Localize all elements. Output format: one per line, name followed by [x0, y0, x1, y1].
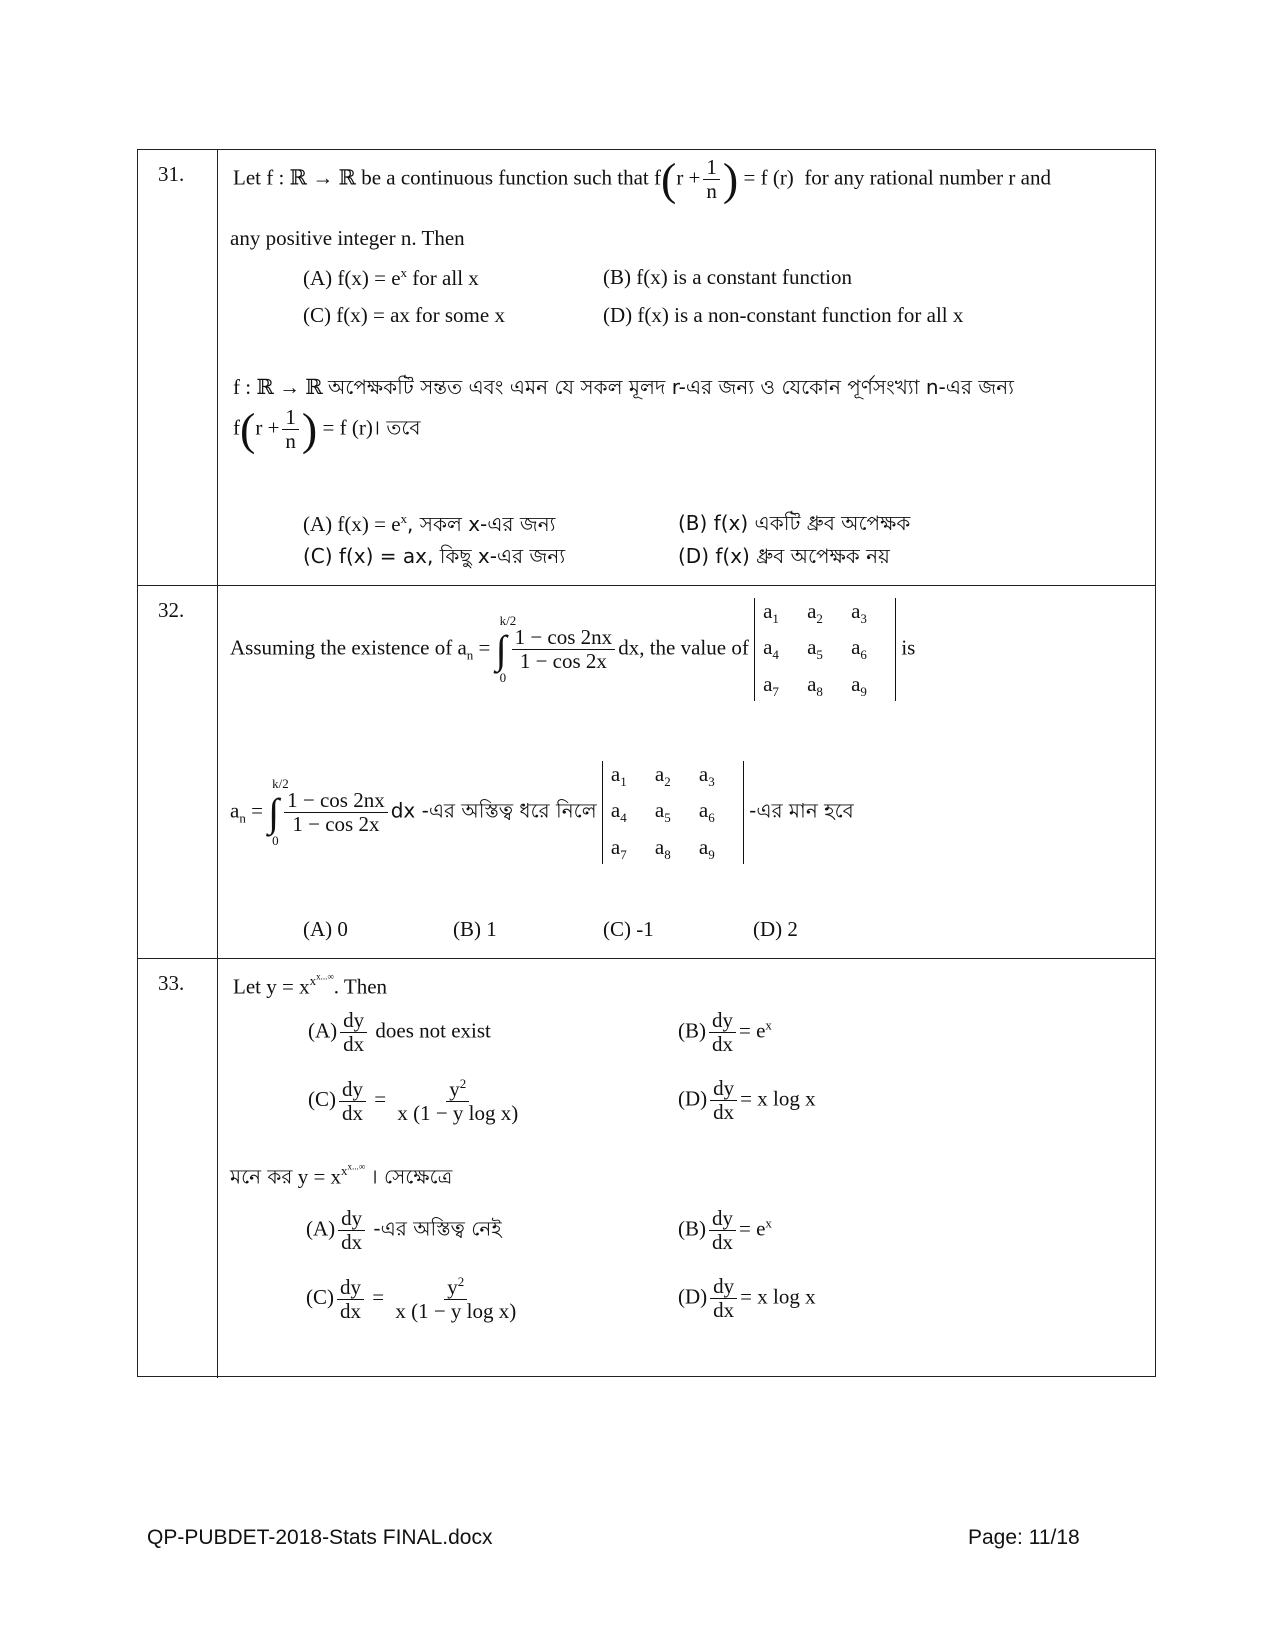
determinant-entry: $a_2$ [807, 599, 823, 627]
q33-en-stem: Let $y = x^{x^{x...\infty}}$. Then [233, 972, 388, 999]
number-cell [138, 150, 218, 585]
determinant-entry: $a_8$ [654, 834, 671, 863]
q33-option-d: (D) $\frac{dy}{dx}$ = x log x [678, 1076, 816, 1125]
q33-option-b: (B) $\frac{dy}{dx}$ = $e^x$ [678, 1008, 772, 1057]
determinant [754, 598, 896, 701]
question-32 [138, 586, 1155, 959]
determinant-entry: $a_1$ [763, 599, 779, 627]
determinant-entry: $a_2$ [654, 762, 671, 790]
determinant-entry: $a_7$ [610, 834, 627, 863]
determinant-entry: $a_7$ [763, 671, 779, 700]
q32-option-c: (C) -1 [603, 917, 654, 941]
determinant [602, 761, 744, 864]
q31-bn-option-b: (B) f(x) একটি ধ্রুব অপেক্ষক [678, 511, 911, 535]
q31-option-c: (C) f(x) = ax for some x [303, 303, 505, 327]
question-31 [138, 150, 1155, 586]
q32-option-d: (D) 2 [753, 917, 798, 941]
q31-option-a: (A) $f(x) = e^x$ for all x [303, 265, 479, 290]
determinant-entry: $a_5$ [654, 798, 671, 826]
question-33 [138, 959, 1155, 1378]
footer-page-number: Page: 11/18 [968, 1526, 1080, 1549]
q31-option-b: (B) f(x) is a constant function [603, 265, 853, 289]
number-cell [138, 959, 218, 1378]
q33-bn-option-d: (D) $\frac{dy}{dx}$ = x log x [678, 1274, 816, 1323]
q33-option-c: (C) $\frac{dy}{dx}$ = $\frac{y^2}{\text{x (1 − y log x)}}$ [308, 1076, 519, 1126]
q33-option-a: (A) $\frac{dy}{dx}$ does not exist [308, 1008, 491, 1057]
q33-bn-option-b: (B) $\frac{dy}{dx}$ = $e^x$ [678, 1206, 772, 1255]
determinant-entry: $a_6$ [851, 635, 867, 663]
determinant-entry: $a_3$ [698, 762, 715, 790]
determinant-entry: $a_9$ [698, 834, 715, 863]
determinant-entry: $a_1$ [610, 762, 627, 790]
q31-option-d: (D) f(x) is a non-constant function for all x [603, 303, 964, 327]
q32-option-b: (B) 1 [453, 917, 497, 941]
determinant-entry: $a_6$ [698, 798, 715, 826]
question-table [137, 149, 1156, 1377]
q31-bn-option-c: (C) f(x) = ax, কিছু x-এর জন্য [303, 544, 566, 568]
question-number: 33. [158, 971, 185, 995]
q33-bn-option-c: (C) $\frac{dy}{dx}$ = $\frac{y^2}{\text{x (1 − y log x)}}$ [306, 1274, 517, 1324]
q31-bn-option-d: (D) f(x) ধ্রুব অপেক্ষক নয় [678, 544, 890, 568]
footer-filename: QP-PUBDET-2018-Stats FINAL.docx [147, 1526, 493, 1549]
determinant-entry: $a_5$ [807, 635, 823, 663]
determinant-entry: $a_4$ [763, 635, 779, 663]
determinant-entry: $a_9$ [851, 671, 867, 700]
determinant-entry: $a_4$ [610, 798, 627, 826]
q33-bn-stem: মনে কর $y = x^{x^{x...\infty}}$ । সেক্ষেত্রে [230, 1162, 453, 1189]
question-number: 31. [158, 162, 185, 186]
q31-en-line2: any positive integer n. Then [230, 226, 465, 250]
q31-en-stem: Let f : ℝ → ℝ be a continuous function such that f(r + $\frac{1}{n}$ ) = f (r) for any rational number r and [233, 153, 1051, 205]
q32-bn-stem: $a_n$ = ∫ k/2 0 $\frac{1 - \cos 2nx}{1 - \cos 2x}$ dx -এর অস্তিত্ব ধরে নিলে $a_1$ $a_2$ $a_3$ $a_4$ $a_5$ $a_6$ $a_7$ $a_8$ $a_9$ -এর মান হবে [230, 761, 854, 864]
q32-option-a: (A) 0 [303, 917, 348, 941]
q33-bn-option-a: (A) $\frac{dy}{dx}$ -এর অস্তিত্ব নেই [306, 1206, 502, 1255]
q31-bn-option-a: (A) $f(x) = e^x$, সকল x-এর জন্য [303, 511, 556, 536]
question-number: 32. [158, 598, 185, 622]
number-cell [138, 586, 218, 958]
q31-bn-line1: f : ℝ → ℝ অপেক্ষকটি সন্তত এবং এমন যে সকল মূলদ r-এর জন্য ও যেকোন পূর্ণসংখ্যা n-এর জন্য [233, 375, 1014, 399]
determinant-entry: $a_8$ [807, 671, 823, 700]
q32-en-stem: Assuming the existence of $a_n$ = ∫ k/2 0 $\frac{1 - \cos 2nx}{1 - \cos 2x}$ dx, the value of $a_1$ $a_2$ $a_3$ $a_4$ $a_5$ $a_6$ $a_7$ $a_8$ $a_9$ is [230, 598, 915, 701]
q31-bn-line2: f(r + $\frac{1}{n}$ ) = f (r)। তবে [233, 403, 421, 455]
determinant-entry: $a_3$ [851, 599, 867, 627]
